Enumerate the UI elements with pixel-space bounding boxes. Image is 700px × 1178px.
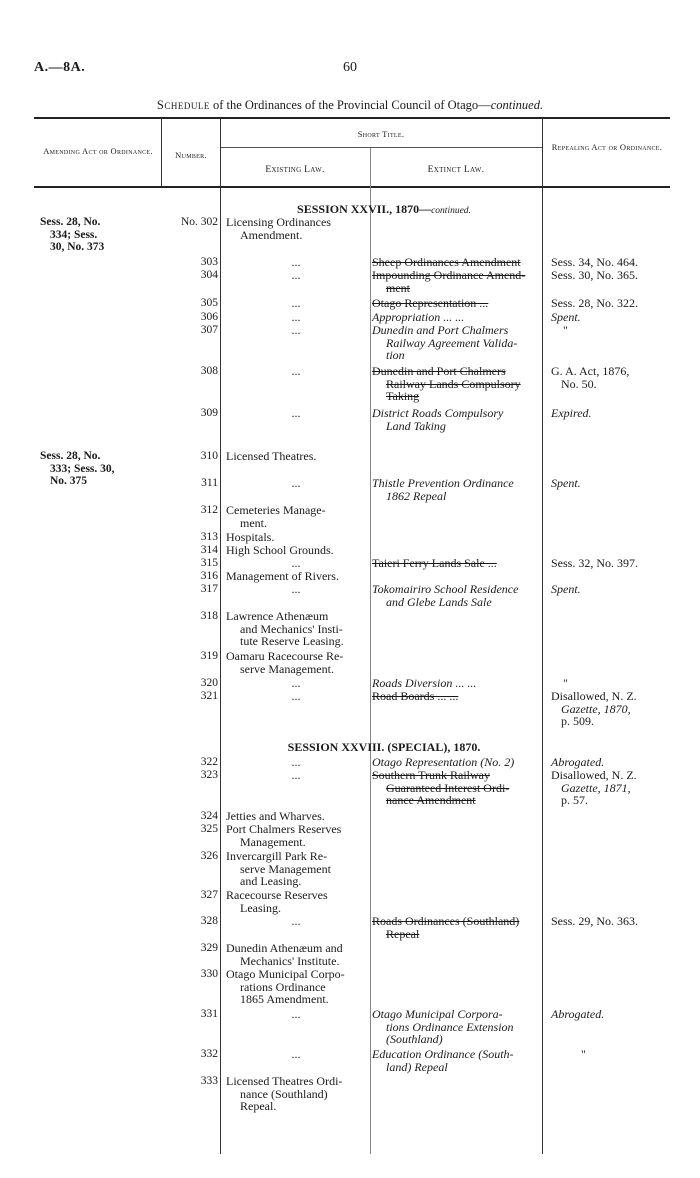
extinct-line: Otago Representation ... xyxy=(372,296,489,310)
existing-law-cell: ... xyxy=(291,914,301,928)
existing-law-cell: ... xyxy=(291,310,301,324)
ordinance-number: 333 xyxy=(200,1075,218,1087)
ordinance-number: 315 xyxy=(200,557,218,569)
extinct-line: Dunedin and Port Chalmers xyxy=(372,364,506,378)
extinct-line: Railway Agreement Valida- xyxy=(386,335,518,350)
existing-line: Licensed Theatres Ordi- xyxy=(226,1074,343,1088)
ordinance-number: 306 xyxy=(200,311,218,323)
ordinance-number: 312 xyxy=(200,504,218,516)
ordinance-number: 307 xyxy=(200,324,218,336)
existing-law-cell: ... xyxy=(291,268,301,282)
page-reference: A.—8A. xyxy=(34,60,86,75)
existing-line: serve Management xyxy=(240,861,331,876)
extinct-law-cell xyxy=(372,365,542,403)
existing-law-cell xyxy=(226,850,366,888)
column-header-extinct: Extinct Law. xyxy=(427,165,485,175)
extinct-law-cell xyxy=(372,915,542,940)
amending-act-cell xyxy=(40,216,158,254)
extinct-line: Roads Ordinances (Southland) xyxy=(372,914,520,928)
extinct-line: Dunedin and Port Chalmers xyxy=(372,323,509,337)
existing-law-cell xyxy=(226,942,366,967)
extinct-law-cell xyxy=(372,557,542,570)
extinct-line: Sheep Ordinances Amendment xyxy=(372,255,521,269)
column-header-short-title: Short Title. xyxy=(357,129,405,139)
extinct-law-cell xyxy=(372,1048,542,1073)
existing-law-cell: ... xyxy=(291,296,301,310)
existing-line: Leasing. xyxy=(240,900,281,915)
repealing-act-cell: " xyxy=(563,323,568,337)
extinct-line: tion xyxy=(386,348,405,363)
extinct-line: Land Taking xyxy=(386,418,446,433)
extinct-law-cell: Roads Diversion ... ... xyxy=(372,676,477,690)
extinct-line: Road Boards ... ... xyxy=(372,689,459,703)
ordinance-number: 305 xyxy=(200,297,218,309)
existing-law-cell: ... xyxy=(291,768,301,782)
repealing-act-cell: Sess. 29, No. 363. xyxy=(551,914,639,928)
extinct-line: ment xyxy=(386,280,410,295)
extinct-line: Education Ordinance (South- xyxy=(372,1047,514,1061)
ordinance-number: 317 xyxy=(200,583,218,595)
extinct-line: Railway Lands Compulsory xyxy=(386,376,521,391)
schedule-title-text: of the Ordinances of the Provincial Council of Otago— xyxy=(209,98,491,112)
schedule-title xyxy=(0,98,700,113)
extinct-law-cell xyxy=(372,477,542,502)
existing-law-cell: Licensed Theatres. xyxy=(226,449,317,463)
existing-line: and Leasing. xyxy=(240,874,302,889)
amending-line: Sess. 28, No. xyxy=(40,216,101,228)
existing-law-cell xyxy=(226,1075,366,1113)
existing-law-cell: ... xyxy=(291,755,301,769)
existing-law-cell: ... xyxy=(291,676,301,690)
extinct-law-cell: Otago Representation (No. 2) xyxy=(372,755,515,769)
header-bottom-rule xyxy=(34,186,670,188)
extinct-line: land) Repeal xyxy=(386,1059,448,1074)
repealing-act-cell: Spent. xyxy=(551,582,581,596)
ordinance-number: 316 xyxy=(200,570,218,582)
short-title-rule xyxy=(220,147,542,148)
ordinance-number: 321 xyxy=(200,690,218,702)
existing-line: Invercargill Park Re- xyxy=(226,849,328,863)
column-header-repealing: Repealing Act or Ordinance. xyxy=(551,142,663,152)
existing-law-cell xyxy=(226,650,366,675)
ordinance-number: 319 xyxy=(200,650,218,662)
ordinance-number: 327 xyxy=(200,889,218,901)
extinct-law-cell xyxy=(372,407,542,432)
repealing-act-cell: " xyxy=(581,1047,586,1061)
page-number: 60 xyxy=(343,60,357,75)
existing-law-cell: ... xyxy=(291,255,301,269)
existing-law-cell: Jetties and Wharves. xyxy=(226,809,325,823)
repealing-line: Disallowed, N. Z. xyxy=(551,768,637,782)
existing-line: Licensing Ordinances xyxy=(226,215,331,229)
repealing-act-cell: Expired. xyxy=(551,406,592,420)
ordinance-number: 323 xyxy=(200,769,218,781)
repealing-line: Gazette, 1870, xyxy=(561,701,631,716)
repealing-act-cell: " xyxy=(563,676,568,690)
existing-law-cell: ... xyxy=(291,689,301,703)
existing-line: 1865 Amendment. xyxy=(240,992,329,1007)
repealing-act-cell: Sess. 30, No. 365. xyxy=(551,268,639,282)
repealing-act-cell xyxy=(551,769,681,807)
existing-law-cell: Management of Rivers. xyxy=(226,569,339,583)
repealing-act-cell: Spent. xyxy=(551,476,581,490)
existing-law-cell: ... xyxy=(291,323,301,337)
amending-line: 334; Sess. xyxy=(50,228,98,241)
existing-law-cell: High School Grounds. xyxy=(226,543,334,557)
extinct-law-cell xyxy=(372,324,542,362)
existing-law-cell: ... xyxy=(291,406,301,420)
extinct-line: Otago Municipal Corpora- xyxy=(372,1007,503,1021)
ordinance-number: 308 xyxy=(200,365,218,377)
column-divider-2 xyxy=(220,118,221,1154)
session-heading-xxviii xyxy=(226,740,542,755)
ordinance-number: 304 xyxy=(200,269,218,281)
repealing-act-cell: Sess. 32, No. 397. xyxy=(551,556,639,570)
extinct-line: Tokomairiro School Residence xyxy=(372,582,519,596)
extinct-law-cell xyxy=(372,1008,542,1046)
existing-line: serve Management. xyxy=(240,661,334,676)
existing-law-cell xyxy=(226,823,366,848)
existing-line: ment. xyxy=(240,515,267,530)
repealing-act-cell xyxy=(551,365,681,390)
extinct-law-cell xyxy=(372,269,542,294)
existing-law-cell xyxy=(226,610,366,648)
extinct-law-cell: Appropriation ... ... xyxy=(372,310,465,324)
existing-line: Cemeteries Manage- xyxy=(226,503,326,517)
existing-line: Oamaru Racecourse Re- xyxy=(226,649,344,663)
extinct-law-cell xyxy=(372,297,542,310)
ordinance-number: No. 302 xyxy=(180,216,218,228)
ordinance-number: 320 xyxy=(200,677,218,689)
existing-line: Racecourse Reserves xyxy=(226,888,328,902)
extinct-line: (Southland) xyxy=(386,1032,443,1047)
existing-line: nance (Southland) xyxy=(240,1086,328,1101)
column-header-number: Number. xyxy=(175,150,207,160)
repealing-line: No. 50. xyxy=(561,376,597,391)
schedule-title-continued: continued. xyxy=(490,98,544,112)
existing-law-cell: ... xyxy=(291,556,301,570)
ordinance-number: 331 xyxy=(200,1008,218,1020)
existing-line: rations Ordinance xyxy=(240,979,326,994)
existing-line: Otago Municipal Corpo- xyxy=(226,967,345,981)
ordinance-number: 318 xyxy=(200,610,218,622)
extinct-line: Taieri Ferry Lands Sale ... xyxy=(372,556,497,570)
existing-line: Dunedin Athenæum and xyxy=(226,941,343,955)
repealing-act-cell: Sess. 34, No. 464. xyxy=(551,255,639,269)
existing-line: Management. xyxy=(240,834,306,849)
ordinance-number: 324 xyxy=(200,810,218,822)
column-divider-3 xyxy=(370,148,371,1154)
ordinance-number: 313 xyxy=(200,531,218,543)
extinct-line: tions Ordinance Extension xyxy=(386,1019,514,1034)
existing-law-cell xyxy=(226,968,366,1006)
existing-law-cell: ... xyxy=(291,1007,301,1021)
session-title: SESSION XXVIII. (SPECIAL), 1870. xyxy=(287,740,481,754)
ordinance-number: 328 xyxy=(200,915,218,927)
ordinance-number: 329 xyxy=(200,942,218,954)
extinct-line: Impounding Ordinance Amend- xyxy=(372,268,526,282)
existing-line: and Mechanics' Insti- xyxy=(240,621,343,636)
repealing-line: Disallowed, N. Z. xyxy=(551,689,637,703)
extinct-line: Guaranteed Interest Ordi- xyxy=(386,780,510,795)
extinct-law-cell xyxy=(372,690,542,703)
extinct-line: nance Amendment xyxy=(386,793,476,808)
ordinance-number: 326 xyxy=(200,850,218,862)
ordinance-number: 325 xyxy=(200,823,218,835)
ordinance-number: 309 xyxy=(200,407,218,419)
repealing-line: p. 57. xyxy=(561,793,588,808)
extinct-law-cell xyxy=(372,769,542,807)
existing-law-cell xyxy=(226,889,366,914)
extinct-line: Southern Trunk Railway xyxy=(372,768,491,782)
existing-law-cell xyxy=(226,216,366,241)
repealing-act-cell xyxy=(551,690,681,728)
repealing-line: G. A. Act, 1876, xyxy=(551,364,630,378)
extinct-law-cell xyxy=(372,583,542,608)
existing-line: Amendment. xyxy=(240,227,303,242)
repealing-act-cell: Abrogated. xyxy=(551,1007,605,1021)
extinct-line: Repeal xyxy=(386,926,420,941)
extinct-line: and Glebe Lands Sale xyxy=(386,594,492,609)
extinct-line: District Roads Compulsory xyxy=(372,406,504,420)
ordinance-number: 332 xyxy=(200,1048,218,1060)
extinct-line: Thistle Prevention Ordinance xyxy=(372,476,514,490)
extinct-line: Taking xyxy=(386,389,420,404)
ordinance-number: 330 xyxy=(200,968,218,980)
extinct-line: 1862 Repeal xyxy=(386,488,447,503)
existing-line: Port Chalmers Reserves xyxy=(226,822,342,836)
ordinance-number: 310 xyxy=(200,450,218,462)
column-header-existing: Existing Law. xyxy=(265,165,325,175)
repealing-line: p. 509. xyxy=(561,714,594,729)
column-divider-1 xyxy=(161,118,162,186)
session-title: SESSION XXVII., 1870— xyxy=(297,202,432,216)
column-divider-4 xyxy=(542,118,543,1154)
repealing-act-cell: Spent. xyxy=(551,310,581,324)
existing-law-cell xyxy=(226,504,366,529)
existing-line: tute Reserve Leasing. xyxy=(240,634,344,649)
extinct-law-cell xyxy=(372,256,542,269)
schedule-title-lead: Schedule xyxy=(156,98,210,112)
column-header-amending: Amending Act or Ordinance. xyxy=(43,146,153,156)
repealing-line: Gazette, 1871, xyxy=(561,780,631,795)
amending-line: No. 375 xyxy=(50,475,88,488)
existing-line: Repeal. xyxy=(240,1099,277,1114)
repealing-act-cell: Abrogated. xyxy=(551,755,605,769)
existing-law-cell: Hospitals. xyxy=(226,530,275,544)
session-subtitle: continued. xyxy=(431,206,471,216)
ordinance-number: 303 xyxy=(200,256,218,268)
table-top-rule xyxy=(34,117,670,119)
amending-line: 30, No. 373 xyxy=(50,241,105,254)
existing-law-cell: ... xyxy=(291,582,301,596)
existing-line: Mechanics' Institute. xyxy=(240,953,340,968)
amending-line: Sess. 28, No. xyxy=(40,450,101,462)
ordinance-number: 322 xyxy=(200,756,218,768)
existing-line: Lawrence Athenæum xyxy=(226,609,329,623)
ordinance-number: 314 xyxy=(200,544,218,556)
existing-law-cell: ... xyxy=(291,476,301,490)
amending-act-cell xyxy=(40,450,158,488)
ordinance-number: 311 xyxy=(201,477,218,489)
repealing-act-cell: Sess. 28, No. 322. xyxy=(551,296,639,310)
amending-line: 333; Sess. 30, xyxy=(50,462,115,475)
existing-law-cell: ... xyxy=(291,364,301,378)
existing-law-cell: ... xyxy=(291,1047,301,1061)
